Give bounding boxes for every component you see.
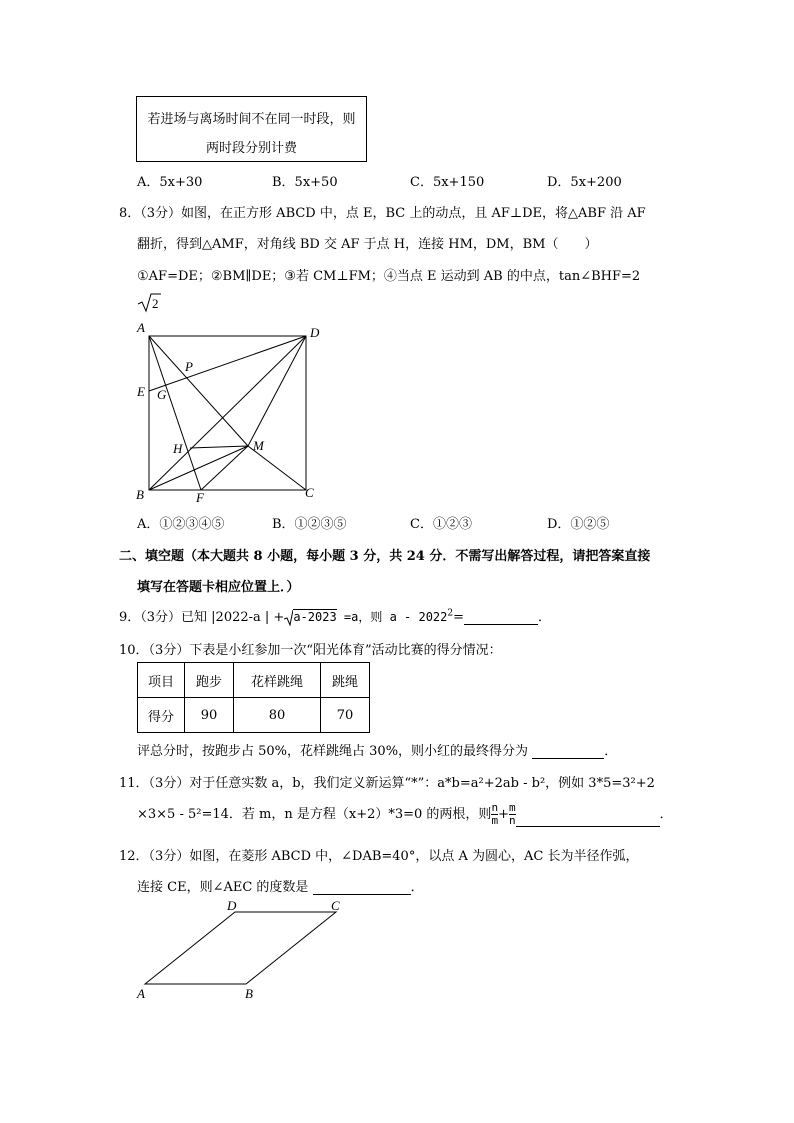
table-cell: 80 [234,698,321,733]
frac-denominator: m [491,814,499,827]
q12-line2-wrap [137,876,424,895]
label-b: B [136,487,144,502]
line-hm [190,446,248,448]
q9-suffix: = [453,610,465,625]
label-a: A [137,986,145,1001]
q11-plus: + [498,807,509,822]
q8-option-d: D．①②⑤ [547,517,610,532]
q8-square-figure [132,318,328,508]
q11-end: ． [659,807,673,822]
q8-option-a: A．①②③④⑤ [137,517,225,532]
q12-answer-blank[interactable] [313,880,411,895]
frac-numerator: m [508,801,516,814]
q9-line: 9．（3分）已知 |2022-a | + a-2023 =a，则 $a - 2022^2=$ ． [119,608,552,625]
q10-intro: 10．（3分）下表是小红参加一次“阳光体育”活动比赛的得分情况： [119,643,502,658]
q9-sqrt [284,610,336,625]
label-e: E [137,384,145,399]
q12-end: ． [410,880,424,895]
q7-option-a: A．5x+30 [137,175,203,190]
q8-line1: 8．（3分）如图，在正方形 ABCD 中，点 E，BC 上的动点，且 AF⊥DE，将△ABF 沿 AF [119,206,646,221]
table-cell: 70 [321,698,370,733]
label-h: H [173,441,183,456]
frac-denominator: n [508,814,516,827]
q10-after-line: 评总分时，按跑步占 50%，花样跳绳占 30%，则小红的最终得分为 ． [137,744,618,759]
line-bd [149,336,306,490]
table-cell: 得分 [138,698,185,733]
label-c: C [331,898,340,913]
label-a: A [137,320,145,335]
q8-sqrt-radicand: 2 [152,296,159,311]
label-c: C [305,485,314,500]
line-af [149,336,201,490]
q11-answer-blank[interactable] [516,812,660,827]
line-dm [248,336,306,446]
q7-option-c: C．5x+150 [410,175,485,190]
table-row [138,663,370,698]
label-d: D [310,325,320,340]
section2-heading-line2: 填写在答题卡相应位置上．） [137,580,300,595]
q7-rule-line1: 若进场与离场时间不在同一时段，则 [147,112,356,127]
q12-rhombus-figure [132,896,352,1006]
label-b: B [245,986,253,1001]
label-g: G [157,387,167,402]
q9-prefix: 9．（3分）已知 |2022-a | + [119,610,285,625]
line-fm [201,446,248,490]
q9-answer-blank[interactable] [464,610,538,625]
table-row [138,698,370,733]
q9-sqrt-symbol [284,610,293,626]
q9-sup: 2 [447,608,454,619]
table-header-cell: 项目 [138,663,185,698]
q8-line3: ①AF=DE；②BM∥DE；③若 CM⊥FM；④当点 E 运动到 AB 的中点，tan∠BHF=2 [137,269,641,284]
rhombus-abcd [145,912,336,984]
q8-option-c: C．①②③ [410,517,472,532]
q10-after: 评总分时，按跑步占 50%，花样跳绳占 30%，则小红的最终得分为 [137,744,529,759]
table-cell: 90 [185,698,234,733]
table-header-cell: 跑步 [185,663,234,698]
line-ed [149,336,306,391]
q10-answer-blank[interactable] [532,744,604,759]
table-header-cell: 跳绳 [321,663,370,698]
q8-line4 [137,292,163,318]
q10-score-table [137,662,370,733]
q11-line1: 11．（3分）对于任意实数 a，b，我们定义新运算“*”：a*b=a²+2ab - b²，例如 3*5=3²+2 [119,776,655,791]
label-f: F [196,490,204,505]
q7-option-d: D．5x+200 [547,175,622,190]
q8-line2: 翻折，得到△AMF，对角线 BD 交 AF 于点 H，连接 HM，DM，BM（ ） [137,237,598,252]
table-header-cell: 花样跳绳 [234,663,321,698]
q11-frac-m-over-n [509,802,516,827]
q11-line2-text: ×3×5 - 5²=14．若 m，n 是方程（x+2）*3=0 的两根，则 [137,807,492,822]
q7-rule-box [136,96,367,162]
label-m: M [253,438,264,453]
frac-numerator: n [491,801,499,814]
label-p: P [185,359,193,374]
q12-line1: 12．（3分）如图，在菱形 ABCD 中，∠DAB=40°，以点 A 为圆心，AC 长为半径作弧， [119,849,639,864]
label-d: D [227,898,237,913]
sqrt-symbol [137,292,163,314]
section2-heading-line1: 二、填空题（本大题共 8 小题，每小题 3 分，共 24 分．不需写出解答过程，请把答案直接 [119,549,651,564]
q9-mid: =a，则 a - 2022 [336,610,448,624]
q7-option-b: B．5x+50 [272,175,338,190]
q12-line2: 连接 CE，则∠AEC 的度数是 [137,880,309,895]
q7-rule-line2: 两时段分别计费 [205,141,297,156]
q9-radicand: a-2023 [293,610,337,624]
q11-line2 [137,802,673,827]
q8-option-b: B．①②③⑤ [272,517,347,532]
